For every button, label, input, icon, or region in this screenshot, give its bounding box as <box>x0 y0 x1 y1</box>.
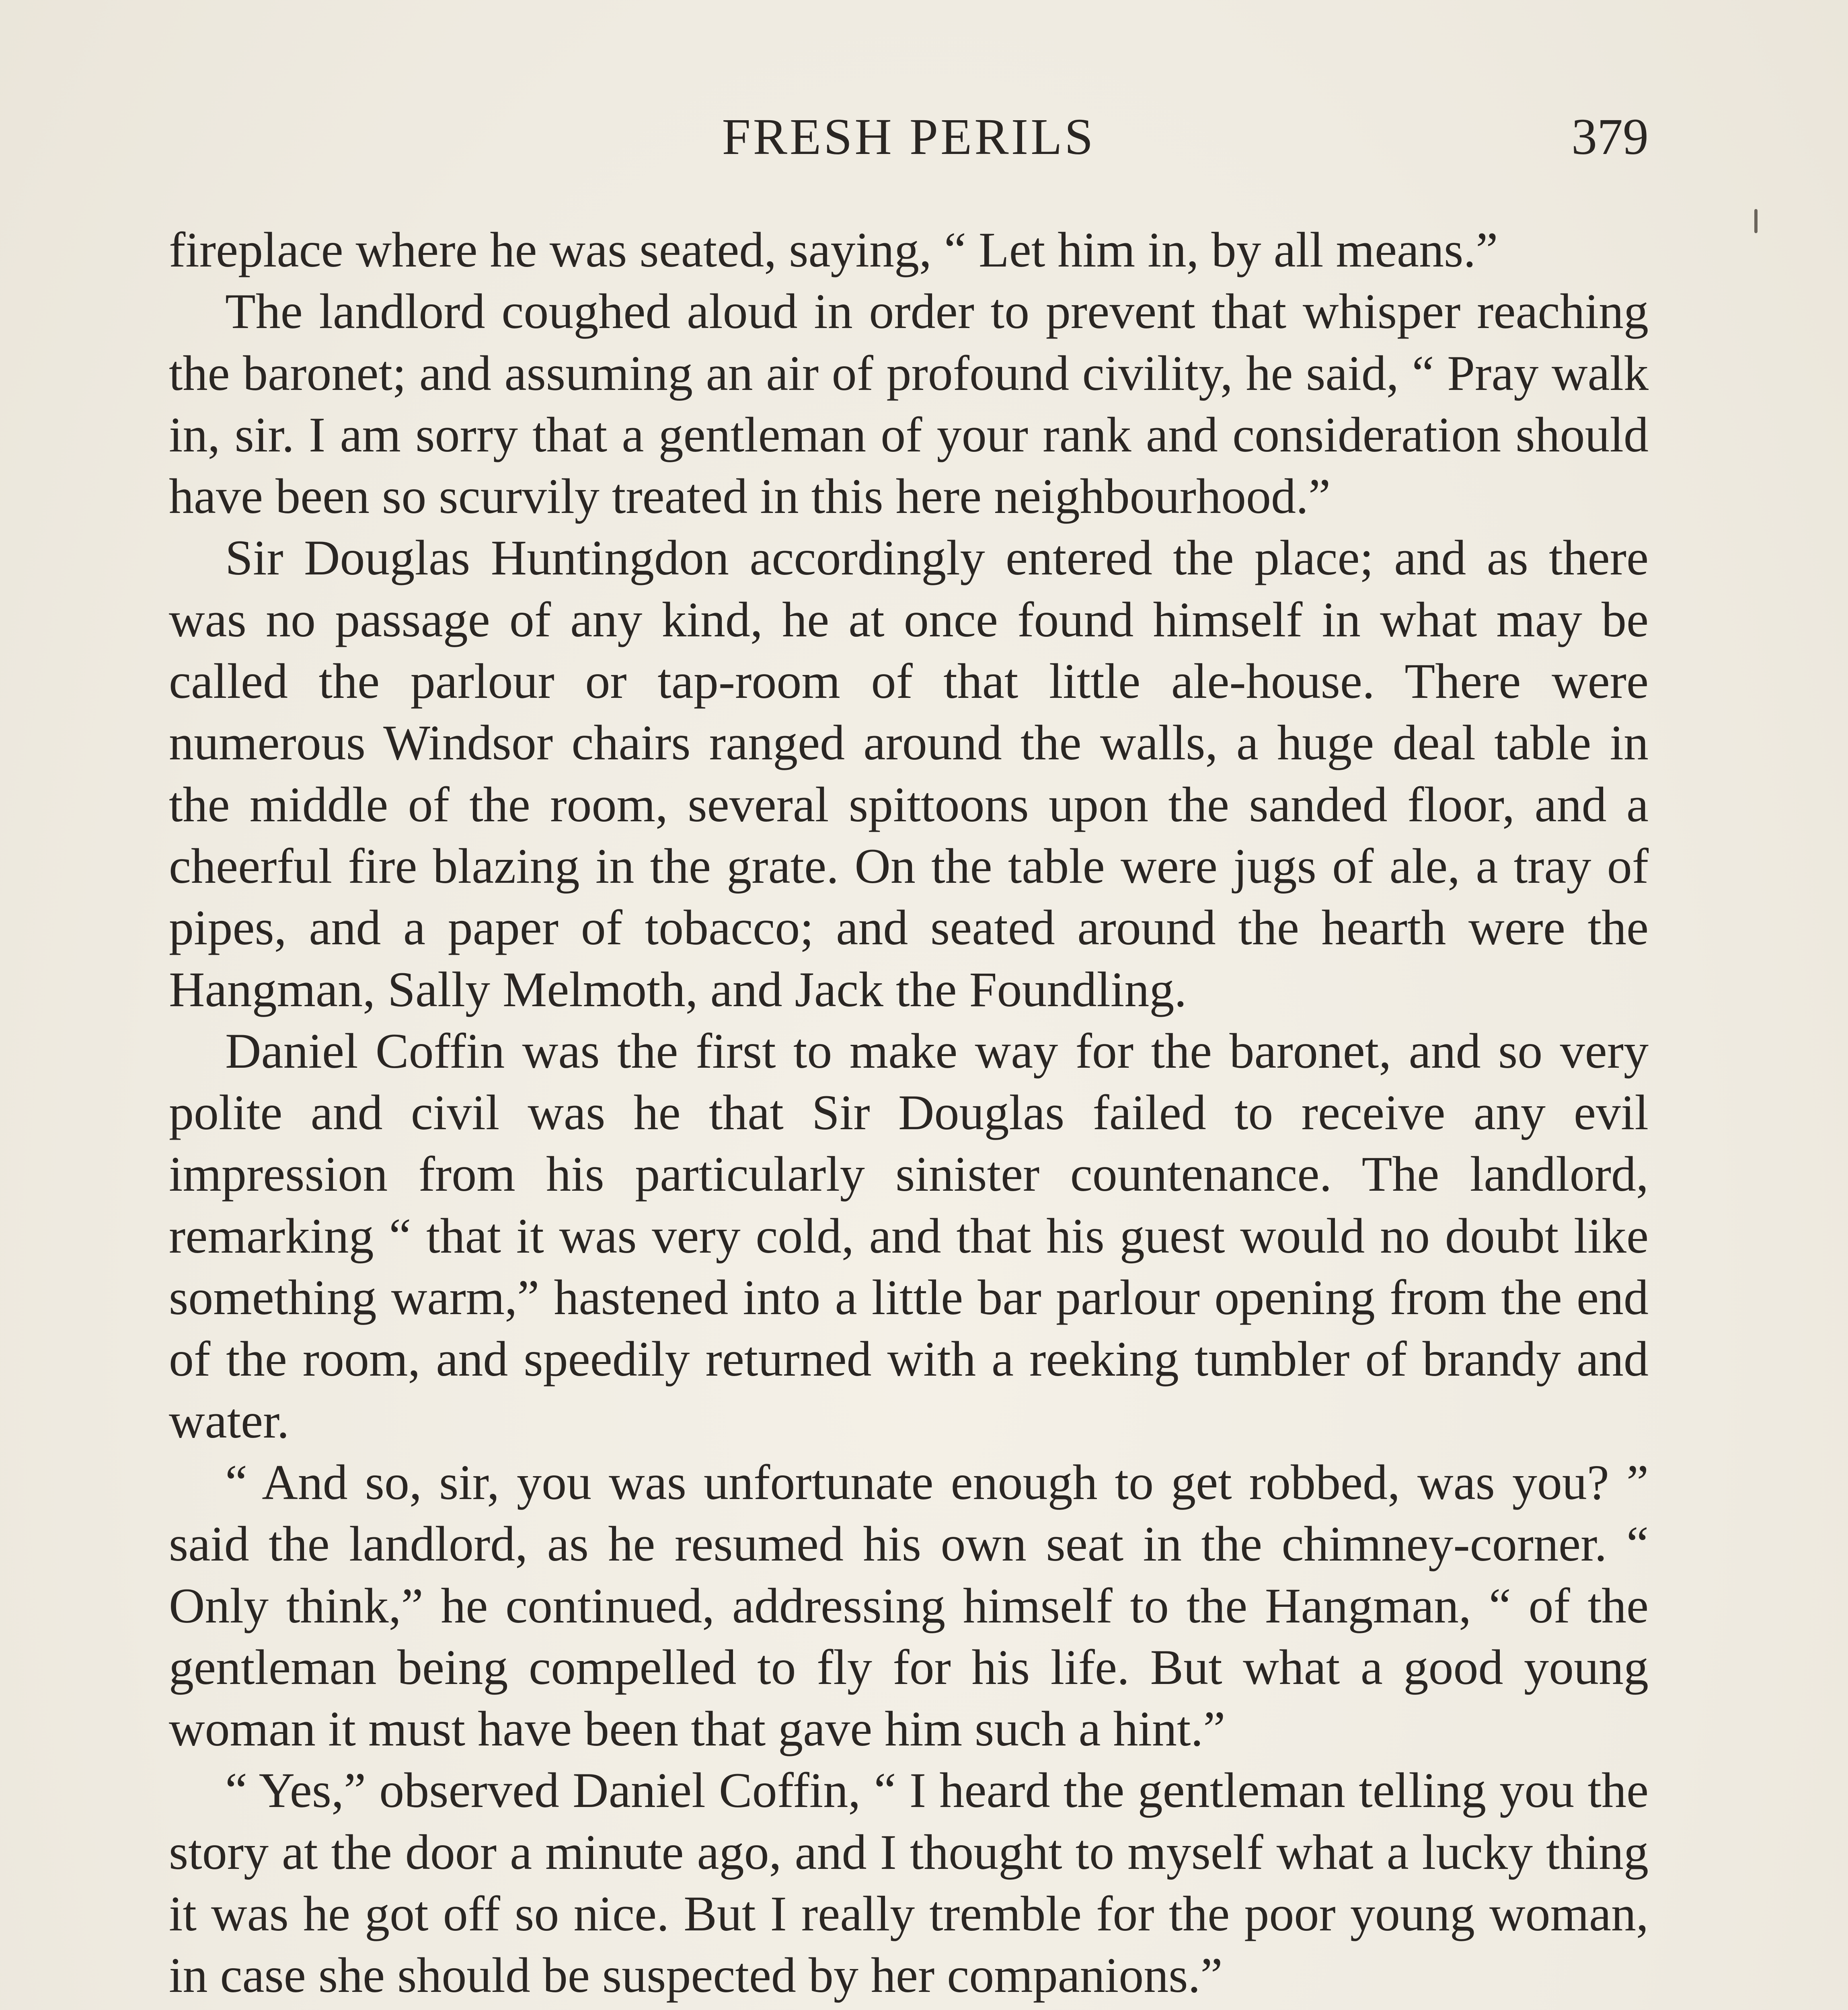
running-head <box>169 103 1649 171</box>
paragraph: “ And so, sir, you was unfortunate enough to get robbed, was you? ” said the landlord, as he resumed his own seat in the chimney-corner. “ Only think,” he continued, addressing himself to the Hangman, “ of the gentleman being compelled to fly for his life. But what a good young woman it must have been that gave him such a hint.” <box>169 1454 1649 1757</box>
paragraph: The landlord coughed aloud in order to prevent that whisper reaching the baronet; and assuming an air of profound civility, he said, “ Pray walk in, sir. I am sorry that a gentleman of your rank and consideration should have been so scurvily treated in this here neighbourhood.” <box>169 284 1649 524</box>
paragraph: Daniel Coffin was the first to make way for the baronet, and so very polite and civil was he that Sir Douglas failed to receive any evil impression from his particularly sinister countenance. The landlord, remarking “ that it was very cold, and that his guest would no doubt like something warm,” hastened into a little bar parlour opening from the end of the room, and speedily returned with a reeking tumbler of brandy and water. <box>169 1023 1649 1448</box>
paragraph: “ Yes,” observed Daniel Coffin, “ I heard the gentleman telling you the story at the door a minute ago, and I thought to myself what a lucky thing it was he got off so nice. But I really tremble for the poor young woman, in case she should be suspected by her companions.” <box>169 1763 1649 2003</box>
paragraph <box>169 2006 1649 2010</box>
print-speck <box>1754 209 1758 233</box>
body-text <box>169 219 1649 2010</box>
paragraph: Sir Douglas Huntingdon accordingly entered the place; and as there was no passage of any kind, he at once found himself in what may be called the parlour or tap-room of that little ale-house. There were numerous Windsor chairs ranged around the walls, a huge deal table in the middle of the room, several spittoons upon the sanded floor, and a cheerful fire blazing in the grate. On the table were jugs of ale, a tray of pipes, and a paper of tobacco; and seated around the hearth were the Hangman, Sally Melmoth, and Jack the Foundling. <box>169 530 1649 1017</box>
chapter-title: FRESH PERILS <box>722 108 1096 165</box>
paragraph: fireplace where he was seated, saying, “ Let him in, by all means.” <box>169 222 1498 277</box>
page-number: 379 <box>1571 108 1649 165</box>
